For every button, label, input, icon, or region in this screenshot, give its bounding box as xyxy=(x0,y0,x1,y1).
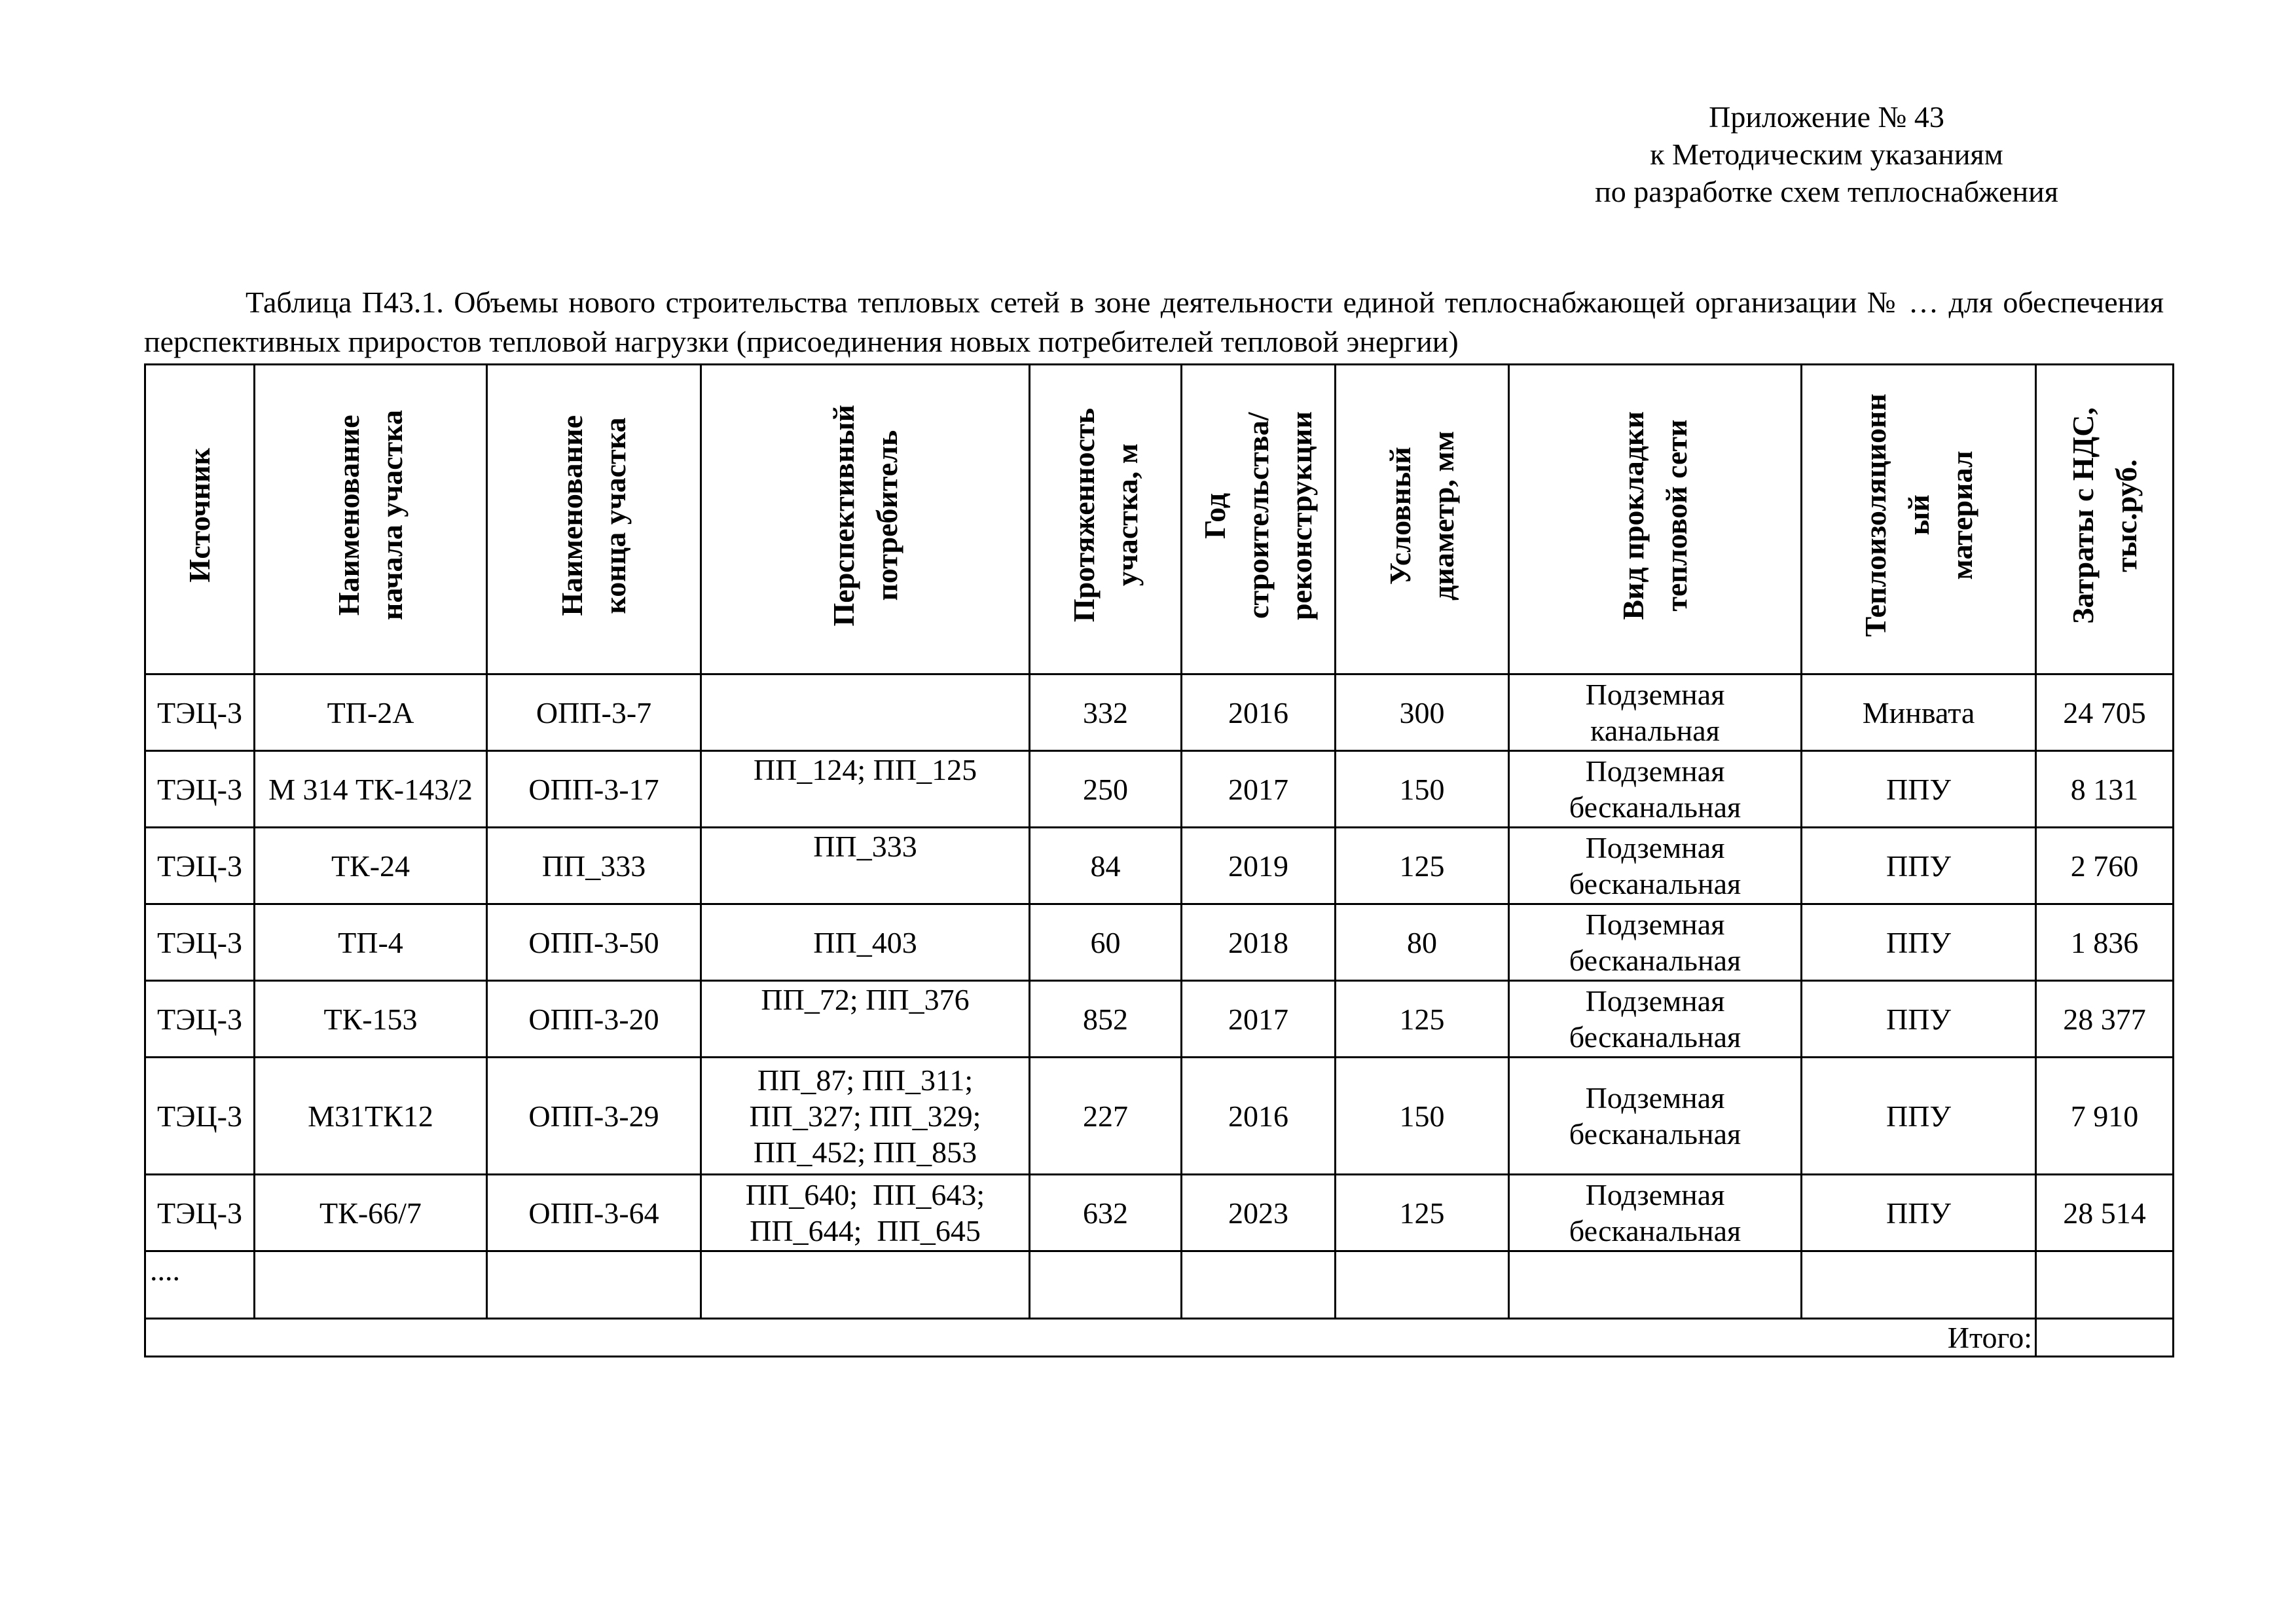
cell-end: ПП_333 xyxy=(487,828,701,904)
empty-cell xyxy=(1802,1251,2036,1319)
cell-laying: Подземная бесканальная xyxy=(1509,751,1802,828)
ellipsis-row xyxy=(145,1251,2174,1319)
cell-laying: Подземная бесканальная xyxy=(1509,981,1802,1058)
cell-diameter: 125 xyxy=(1336,1175,1509,1251)
cell-source: ТЭЦ-3 xyxy=(145,751,255,828)
header-year: Год строительства/ реконструкции xyxy=(1182,365,1336,674)
table-row xyxy=(145,751,2174,828)
cell-year: 2016 xyxy=(1182,1058,1336,1175)
cell-diameter: 300 xyxy=(1336,674,1509,751)
cell-year: 2017 xyxy=(1182,751,1336,828)
empty-cell xyxy=(1182,1251,1336,1319)
cell-insulation: ППУ xyxy=(1802,1175,2036,1251)
total-label: Итого: xyxy=(145,1319,2036,1357)
cell-cost: 7 910 xyxy=(2036,1058,2174,1175)
header-end: Наименование конца участка xyxy=(487,365,701,674)
annex-line-1: Приложение № 43 xyxy=(1709,100,1944,134)
cell-year: 2018 xyxy=(1182,904,1336,981)
cell-diameter: 125 xyxy=(1336,981,1509,1058)
cell-source: ТЭЦ-3 xyxy=(145,981,255,1058)
cell-year: 2023 xyxy=(1182,1175,1336,1251)
cell-length: 60 xyxy=(1030,904,1182,981)
cell-source: ТЭЦ-3 xyxy=(145,828,255,904)
cell-cost: 1 836 xyxy=(2036,904,2174,981)
cell-end: ОПП-3-7 xyxy=(487,674,701,751)
cell-length: 332 xyxy=(1030,674,1182,751)
cell-insulation: ППУ xyxy=(1802,981,2036,1058)
cell-length: 852 xyxy=(1030,981,1182,1058)
empty-cell xyxy=(487,1251,701,1319)
cell-length: 250 xyxy=(1030,751,1182,828)
cell-cost: 28 514 xyxy=(2036,1175,2174,1251)
cell-cost: 2 760 xyxy=(2036,828,2174,904)
cell-consumer: ПП_72; ПП_376 xyxy=(701,981,1030,1058)
table-row xyxy=(145,1058,2174,1175)
table-caption: Таблица П43.1. Объемы нового строительства тепловых сетей в зоне деятельности единой теплоснабжающей организации № … для обеспечения перспективных приростов тепловой нагрузки (присоединения новых потребителей тепловой энергии) xyxy=(144,286,2164,358)
table-row xyxy=(145,674,2174,751)
cell-consumer: ПП_87; ПП_311; ПП_327; ПП_329; ПП_452; ПП_853 xyxy=(701,1058,1030,1175)
cell-cost: 28 377 xyxy=(2036,981,2174,1058)
cell-insulation: ППУ xyxy=(1802,828,2036,904)
cell-source: ТЭЦ-3 xyxy=(145,1058,255,1175)
header-start: Наименование начала участка xyxy=(255,365,487,674)
header-consumer: Перспективный потребитель xyxy=(701,365,1030,674)
table-row xyxy=(145,904,2174,981)
cell-end: ОПП-3-64 xyxy=(487,1175,701,1251)
cell-start: ТК-153 xyxy=(255,981,487,1058)
cell-year: 2017 xyxy=(1182,981,1336,1058)
header-laying: Вид прокладки тепловой сети xyxy=(1509,365,1802,674)
cell-consumer: ПП_403 xyxy=(701,904,1030,981)
cell-end: ОПП-3-50 xyxy=(487,904,701,981)
cell-year: 2016 xyxy=(1182,674,1336,751)
cell-source: ТЭЦ-3 xyxy=(145,674,255,751)
cell-year: 2019 xyxy=(1182,828,1336,904)
cell-diameter: 150 xyxy=(1336,751,1509,828)
cell-length: 632 xyxy=(1030,1175,1182,1251)
table-row xyxy=(145,828,2174,904)
cell-source: ТЭЦ-3 xyxy=(145,904,255,981)
cell-insulation: ППУ xyxy=(1802,904,2036,981)
cell-diameter: 125 xyxy=(1336,828,1509,904)
cell-diameter: 80 xyxy=(1336,904,1509,981)
cell-insulation: ППУ xyxy=(1802,751,2036,828)
annex-line-3: по разработке схем теплоснабжения xyxy=(1595,175,2058,208)
total-row xyxy=(145,1319,2174,1357)
empty-cell xyxy=(1030,1251,1182,1319)
cell-laying: Подземная бесканальная xyxy=(1509,1175,1802,1251)
cell-start: ТК-24 xyxy=(255,828,487,904)
ellipsis-cell: .... xyxy=(145,1251,255,1319)
table-row xyxy=(145,1175,2174,1251)
header-source: Источник xyxy=(145,365,255,674)
empty-cell xyxy=(1509,1251,1802,1319)
cell-consumer: ПП_124; ПП_125 xyxy=(701,751,1030,828)
cell-laying: Подземная бесканальная xyxy=(1509,828,1802,904)
header-diameter: Условный диаметр, мм xyxy=(1336,365,1509,674)
cell-start: ТП-4 xyxy=(255,904,487,981)
cell-start: М 314 ТК-143/2 xyxy=(255,751,487,828)
header-row xyxy=(145,365,2174,674)
cell-insulation: Минвата xyxy=(1802,674,2036,751)
empty-cell xyxy=(2036,1251,2174,1319)
cell-start: ТП-2А xyxy=(255,674,487,751)
cell-laying: Подземная канальная xyxy=(1509,674,1802,751)
annex-line-2: к Методическим указаниям xyxy=(1650,138,2003,171)
cell-end: ОПП-3-17 xyxy=(487,751,701,828)
table-row xyxy=(145,981,2174,1058)
network-construction-table xyxy=(144,363,2174,1357)
cell-length: 227 xyxy=(1030,1058,1182,1175)
cell-length: 84 xyxy=(1030,828,1182,904)
cell-insulation: ППУ xyxy=(1802,1058,2036,1175)
cell-end: ОПП-3-20 xyxy=(487,981,701,1058)
cell-consumer xyxy=(701,674,1030,751)
cell-consumer: ПП_640; ПП_643; ПП_644; ПП_645 xyxy=(701,1175,1030,1251)
cell-diameter: 150 xyxy=(1336,1058,1509,1175)
cell-start: М31ТК12 xyxy=(255,1058,487,1175)
cell-end: ОПП-3-29 xyxy=(487,1058,701,1175)
cell-start: ТК-66/7 xyxy=(255,1175,487,1251)
cell-source: ТЭЦ-3 xyxy=(145,1175,255,1251)
cell-cost: 24 705 xyxy=(2036,674,2174,751)
header-insulation: Теплоизоляционн ый материал xyxy=(1802,365,2036,674)
empty-cell xyxy=(1336,1251,1509,1319)
cell-consumer: ПП_333 xyxy=(701,828,1030,904)
empty-cell xyxy=(701,1251,1030,1319)
header-length: Протяженность участка, м xyxy=(1030,365,1182,674)
total-value xyxy=(2036,1319,2174,1357)
header-cost: Затраты с НДС, тыс.руб. xyxy=(2036,365,2174,674)
cell-cost: 8 131 xyxy=(2036,751,2174,828)
empty-cell xyxy=(255,1251,487,1319)
annex-header xyxy=(1440,98,2213,210)
cell-laying: Подземная бесканальная xyxy=(1509,904,1802,981)
cell-laying: Подземная бесканальная xyxy=(1509,1058,1802,1175)
